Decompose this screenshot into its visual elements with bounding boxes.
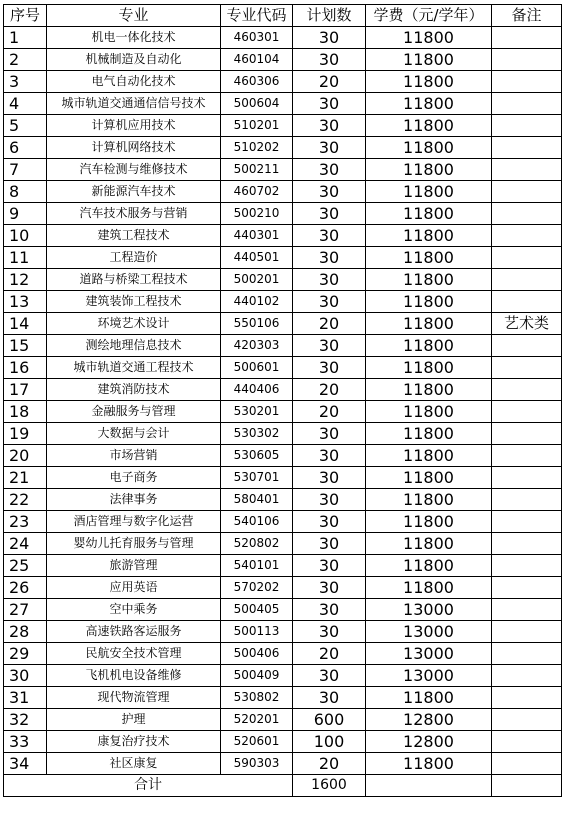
table-row bbox=[4, 313, 562, 335]
cell-major-code: 500601 bbox=[221, 357, 293, 379]
cell-major-code: 500201 bbox=[221, 269, 293, 291]
cell-major-code: 530302 bbox=[221, 423, 293, 445]
cell-major-name: 城市轨道交通通信信号技术 bbox=[47, 93, 221, 115]
cell-tuition: 11800 bbox=[366, 115, 492, 137]
cell-no: 16 bbox=[4, 357, 47, 379]
table-row bbox=[4, 335, 562, 357]
cell-plan-count: 30 bbox=[293, 27, 366, 49]
header-no: 序号 bbox=[4, 5, 47, 27]
cell-plan-count: 30 bbox=[293, 555, 366, 577]
cell-major-name: 城市轨道交通工程技术 bbox=[47, 357, 221, 379]
table-row bbox=[4, 665, 562, 687]
cell-tuition: 11800 bbox=[366, 137, 492, 159]
cell-plan-count: 30 bbox=[293, 93, 366, 115]
cell-major-code: 500406 bbox=[221, 643, 293, 665]
cell-note bbox=[492, 115, 562, 137]
cell-tuition: 11800 bbox=[366, 49, 492, 71]
cell-major-name: 酒店管理与数字化运营 bbox=[47, 511, 221, 533]
cell-major-code: 500405 bbox=[221, 599, 293, 621]
cell-major-code: 570202 bbox=[221, 577, 293, 599]
cell-major-name: 机械制造及自动化 bbox=[47, 49, 221, 71]
cell-major-name: 婴幼儿托育服务与管理 bbox=[47, 533, 221, 555]
cell-plan-count: 30 bbox=[293, 291, 366, 313]
cell-note bbox=[492, 357, 562, 379]
cell-note bbox=[492, 159, 562, 181]
cell-plan-count: 30 bbox=[293, 533, 366, 555]
cell-note bbox=[492, 269, 562, 291]
header-code: 专业代码 bbox=[221, 5, 293, 27]
cell-tuition: 13000 bbox=[366, 621, 492, 643]
cell-major-code: 500113 bbox=[221, 621, 293, 643]
cell-major-name: 高速铁路客运服务 bbox=[47, 621, 221, 643]
header-name: 专业 bbox=[47, 5, 221, 27]
cell-tuition: 13000 bbox=[366, 665, 492, 687]
cell-major-code: 500409 bbox=[221, 665, 293, 687]
cell-major-code: 520802 bbox=[221, 533, 293, 555]
cell-no: 5 bbox=[4, 115, 47, 137]
cell-no: 2 bbox=[4, 49, 47, 71]
cell-note bbox=[492, 335, 562, 357]
cell-plan-count: 30 bbox=[293, 159, 366, 181]
cell-no: 23 bbox=[4, 511, 47, 533]
cell-note bbox=[492, 137, 562, 159]
cell-plan-count: 20 bbox=[293, 313, 366, 335]
table-row bbox=[4, 445, 562, 467]
cell-major-name: 市场营销 bbox=[47, 445, 221, 467]
cell-note bbox=[492, 533, 562, 555]
cell-major-code: 510201 bbox=[221, 115, 293, 137]
cell-tuition: 11800 bbox=[366, 247, 492, 269]
cell-major-name: 金融服务与管理 bbox=[47, 401, 221, 423]
cell-note bbox=[492, 731, 562, 753]
cell-plan-count: 30 bbox=[293, 665, 366, 687]
cell-major-name: 新能源汽车技术 bbox=[47, 181, 221, 203]
cell-no: 28 bbox=[4, 621, 47, 643]
cell-note bbox=[492, 511, 562, 533]
cell-major-code: 460104 bbox=[221, 49, 293, 71]
cell-tuition: 11800 bbox=[366, 423, 492, 445]
cell-tuition: 11800 bbox=[366, 379, 492, 401]
cell-note bbox=[492, 247, 562, 269]
header-fee: 学费（元/学年） bbox=[366, 5, 492, 27]
cell-no: 15 bbox=[4, 335, 47, 357]
table-row bbox=[4, 93, 562, 115]
cell-no: 9 bbox=[4, 203, 47, 225]
cell-no: 8 bbox=[4, 181, 47, 203]
cell-tuition: 11800 bbox=[366, 489, 492, 511]
cell-major-code: 500211 bbox=[221, 159, 293, 181]
cell-plan-count: 30 bbox=[293, 225, 366, 247]
cell-major-name: 环境艺术设计 bbox=[47, 313, 221, 335]
cell-no: 27 bbox=[4, 599, 47, 621]
table-row bbox=[4, 687, 562, 709]
cell-note bbox=[492, 291, 562, 313]
cell-major-name: 计算机网络技术 bbox=[47, 137, 221, 159]
cell-tuition: 11800 bbox=[366, 203, 492, 225]
cell-tuition: 11800 bbox=[366, 335, 492, 357]
cell-plan-count: 30 bbox=[293, 489, 366, 511]
cell-no: 11 bbox=[4, 247, 47, 269]
cell-no: 4 bbox=[4, 93, 47, 115]
cell-tuition: 11800 bbox=[366, 225, 492, 247]
cell-major-name: 电子商务 bbox=[47, 467, 221, 489]
cell-major-code: 540106 bbox=[221, 511, 293, 533]
cell-note bbox=[492, 687, 562, 709]
cell-major-name: 社区康复 bbox=[47, 753, 221, 775]
cell-note bbox=[492, 599, 562, 621]
table-row bbox=[4, 467, 562, 489]
cell-plan-count: 100 bbox=[293, 731, 366, 753]
cell-no: 10 bbox=[4, 225, 47, 247]
cell-major-code: 580401 bbox=[221, 489, 293, 511]
cell-no: 30 bbox=[4, 665, 47, 687]
cell-tuition: 11800 bbox=[366, 577, 492, 599]
cell-tuition: 11800 bbox=[366, 467, 492, 489]
cell-major-code: 550106 bbox=[221, 313, 293, 335]
total-row bbox=[4, 775, 562, 797]
cell-major-code: 460306 bbox=[221, 71, 293, 93]
cell-note bbox=[492, 467, 562, 489]
cell-note bbox=[492, 489, 562, 511]
cell-no: 12 bbox=[4, 269, 47, 291]
cell-note bbox=[492, 203, 562, 225]
table-row bbox=[4, 533, 562, 555]
cell-plan-count: 600 bbox=[293, 709, 366, 731]
cell-plan-count: 30 bbox=[293, 181, 366, 203]
cell-note bbox=[492, 181, 562, 203]
cell-major-code: 440301 bbox=[221, 225, 293, 247]
cell-major-code: 540101 bbox=[221, 555, 293, 577]
cell-tuition: 11800 bbox=[366, 27, 492, 49]
cell-major-name: 应用英语 bbox=[47, 577, 221, 599]
table-row bbox=[4, 225, 562, 247]
cell-note bbox=[492, 445, 562, 467]
cell-major-code: 530701 bbox=[221, 467, 293, 489]
cell-major-name: 建筑消防技术 bbox=[47, 379, 221, 401]
cell-note bbox=[492, 621, 562, 643]
table-row bbox=[4, 577, 562, 599]
cell-major-code: 530605 bbox=[221, 445, 293, 467]
cell-major-name: 电气自动化技术 bbox=[47, 71, 221, 93]
cell-tuition: 11800 bbox=[366, 445, 492, 467]
cell-major-name: 飞机机电设备维修 bbox=[47, 665, 221, 687]
cell-no: 22 bbox=[4, 489, 47, 511]
cell-plan-count: 30 bbox=[293, 511, 366, 533]
cell-plan-count: 30 bbox=[293, 115, 366, 137]
cell-major-name: 大数据与会计 bbox=[47, 423, 221, 445]
cell-tuition: 11800 bbox=[366, 357, 492, 379]
cell-no: 6 bbox=[4, 137, 47, 159]
table-row bbox=[4, 731, 562, 753]
cell-major-name: 工程造价 bbox=[47, 247, 221, 269]
table-row bbox=[4, 357, 562, 379]
header-note: 备注 bbox=[492, 5, 562, 27]
table-row bbox=[4, 49, 562, 71]
cell-note: 艺术类 bbox=[492, 313, 562, 335]
cell-tuition: 11800 bbox=[366, 71, 492, 93]
cell-plan-count: 30 bbox=[293, 137, 366, 159]
cell-plan-count: 30 bbox=[293, 467, 366, 489]
cell-tuition: 11800 bbox=[366, 269, 492, 291]
cell-no: 14 bbox=[4, 313, 47, 335]
table-row bbox=[4, 753, 562, 775]
cell-no: 18 bbox=[4, 401, 47, 423]
cell-major-code: 500210 bbox=[221, 203, 293, 225]
cell-major-code: 520201 bbox=[221, 709, 293, 731]
cell-no: 3 bbox=[4, 71, 47, 93]
cell-plan-count: 30 bbox=[293, 203, 366, 225]
cell-major-name: 计算机应用技术 bbox=[47, 115, 221, 137]
cell-major-code: 460301 bbox=[221, 27, 293, 49]
cell-note bbox=[492, 577, 562, 599]
cell-tuition: 11800 bbox=[366, 753, 492, 775]
cell-note bbox=[492, 643, 562, 665]
table-row bbox=[4, 599, 562, 621]
table-row bbox=[4, 511, 562, 533]
cell-plan-count: 20 bbox=[293, 379, 366, 401]
cell-no: 13 bbox=[4, 291, 47, 313]
cell-major-code: 460702 bbox=[221, 181, 293, 203]
total-empty-note bbox=[492, 775, 562, 797]
cell-tuition: 12800 bbox=[366, 709, 492, 731]
cell-no: 33 bbox=[4, 731, 47, 753]
cell-plan-count: 20 bbox=[293, 401, 366, 423]
table-row bbox=[4, 423, 562, 445]
table-row bbox=[4, 181, 562, 203]
cell-major-name: 民航安全技术管理 bbox=[47, 643, 221, 665]
cell-major-code: 530201 bbox=[221, 401, 293, 423]
table-row bbox=[4, 247, 562, 269]
cell-major-name: 护理 bbox=[47, 709, 221, 731]
cell-major-name: 法律事务 bbox=[47, 489, 221, 511]
table-row bbox=[4, 709, 562, 731]
cell-no: 24 bbox=[4, 533, 47, 555]
cell-tuition: 11800 bbox=[366, 533, 492, 555]
table-row bbox=[4, 269, 562, 291]
cell-note bbox=[492, 49, 562, 71]
table-row bbox=[4, 71, 562, 93]
cell-note bbox=[492, 423, 562, 445]
cell-major-name: 建筑工程技术 bbox=[47, 225, 221, 247]
cell-major-name: 汽车检测与维修技术 bbox=[47, 159, 221, 181]
table-row bbox=[4, 489, 562, 511]
cell-major-name: 测绘地理信息技术 bbox=[47, 335, 221, 357]
cell-no: 26 bbox=[4, 577, 47, 599]
cell-plan-count: 20 bbox=[293, 643, 366, 665]
cell-tuition: 11800 bbox=[366, 687, 492, 709]
cell-major-code: 510202 bbox=[221, 137, 293, 159]
cell-no: 34 bbox=[4, 753, 47, 775]
header-plan: 计划数 bbox=[293, 5, 366, 27]
cell-no: 19 bbox=[4, 423, 47, 445]
table-row bbox=[4, 203, 562, 225]
cell-plan-count: 30 bbox=[293, 357, 366, 379]
cell-no: 7 bbox=[4, 159, 47, 181]
cell-tuition: 11800 bbox=[366, 159, 492, 181]
total-label: 合计 bbox=[4, 775, 293, 797]
table-row bbox=[4, 555, 562, 577]
cell-plan-count: 20 bbox=[293, 753, 366, 775]
cell-tuition: 13000 bbox=[366, 599, 492, 621]
cell-tuition: 11800 bbox=[366, 313, 492, 335]
cell-major-code: 590303 bbox=[221, 753, 293, 775]
enrollment-plan-table bbox=[3, 4, 562, 797]
cell-major-name: 汽车技术服务与营销 bbox=[47, 203, 221, 225]
cell-note bbox=[492, 27, 562, 49]
cell-plan-count: 30 bbox=[293, 423, 366, 445]
cell-note bbox=[492, 753, 562, 775]
header-row bbox=[4, 5, 562, 27]
cell-no: 21 bbox=[4, 467, 47, 489]
cell-major-name: 旅游管理 bbox=[47, 555, 221, 577]
cell-major-code: 500604 bbox=[221, 93, 293, 115]
cell-plan-count: 30 bbox=[293, 269, 366, 291]
total-plan-count: 1600 bbox=[293, 775, 366, 797]
table-row bbox=[4, 159, 562, 181]
cell-plan-count: 30 bbox=[293, 335, 366, 357]
cell-major-name: 空中乘务 bbox=[47, 599, 221, 621]
cell-plan-count: 30 bbox=[293, 49, 366, 71]
table-row bbox=[4, 621, 562, 643]
table-row bbox=[4, 137, 562, 159]
table-row bbox=[4, 401, 562, 423]
cell-tuition: 13000 bbox=[366, 643, 492, 665]
total-empty-fee bbox=[366, 775, 492, 797]
cell-major-code: 440102 bbox=[221, 291, 293, 313]
cell-major-name: 现代物流管理 bbox=[47, 687, 221, 709]
cell-note bbox=[492, 93, 562, 115]
cell-note bbox=[492, 225, 562, 247]
cell-plan-count: 30 bbox=[293, 687, 366, 709]
cell-tuition: 11800 bbox=[366, 511, 492, 533]
cell-tuition: 11800 bbox=[366, 181, 492, 203]
cell-no: 32 bbox=[4, 709, 47, 731]
cell-tuition: 11800 bbox=[366, 401, 492, 423]
cell-major-name: 康复治疗技术 bbox=[47, 731, 221, 753]
cell-no: 29 bbox=[4, 643, 47, 665]
cell-tuition: 11800 bbox=[366, 291, 492, 313]
cell-plan-count: 20 bbox=[293, 71, 366, 93]
cell-no: 31 bbox=[4, 687, 47, 709]
cell-major-name: 道路与桥梁工程技术 bbox=[47, 269, 221, 291]
cell-note bbox=[492, 71, 562, 93]
cell-major-name: 机电一体化技术 bbox=[47, 27, 221, 49]
table-row bbox=[4, 643, 562, 665]
cell-major-code: 440501 bbox=[221, 247, 293, 269]
cell-major-code: 440406 bbox=[221, 379, 293, 401]
cell-note bbox=[492, 555, 562, 577]
table-body bbox=[4, 5, 562, 797]
table-row bbox=[4, 291, 562, 313]
cell-major-code: 420303 bbox=[221, 335, 293, 357]
cell-tuition: 11800 bbox=[366, 555, 492, 577]
cell-plan-count: 30 bbox=[293, 621, 366, 643]
cell-major-code: 520601 bbox=[221, 731, 293, 753]
cell-major-name: 建筑装饰工程技术 bbox=[47, 291, 221, 313]
cell-no: 1 bbox=[4, 27, 47, 49]
cell-tuition: 11800 bbox=[366, 93, 492, 115]
cell-plan-count: 30 bbox=[293, 247, 366, 269]
cell-plan-count: 30 bbox=[293, 577, 366, 599]
cell-plan-count: 30 bbox=[293, 445, 366, 467]
table-row bbox=[4, 27, 562, 49]
cell-note bbox=[492, 665, 562, 687]
table-row bbox=[4, 379, 562, 401]
cell-no: 17 bbox=[4, 379, 47, 401]
cell-note bbox=[492, 709, 562, 731]
cell-note bbox=[492, 379, 562, 401]
cell-major-code: 530802 bbox=[221, 687, 293, 709]
cell-no: 20 bbox=[4, 445, 47, 467]
cell-note bbox=[492, 401, 562, 423]
cell-plan-count: 30 bbox=[293, 599, 366, 621]
cell-no: 25 bbox=[4, 555, 47, 577]
cell-tuition: 12800 bbox=[366, 731, 492, 753]
table-row bbox=[4, 115, 562, 137]
